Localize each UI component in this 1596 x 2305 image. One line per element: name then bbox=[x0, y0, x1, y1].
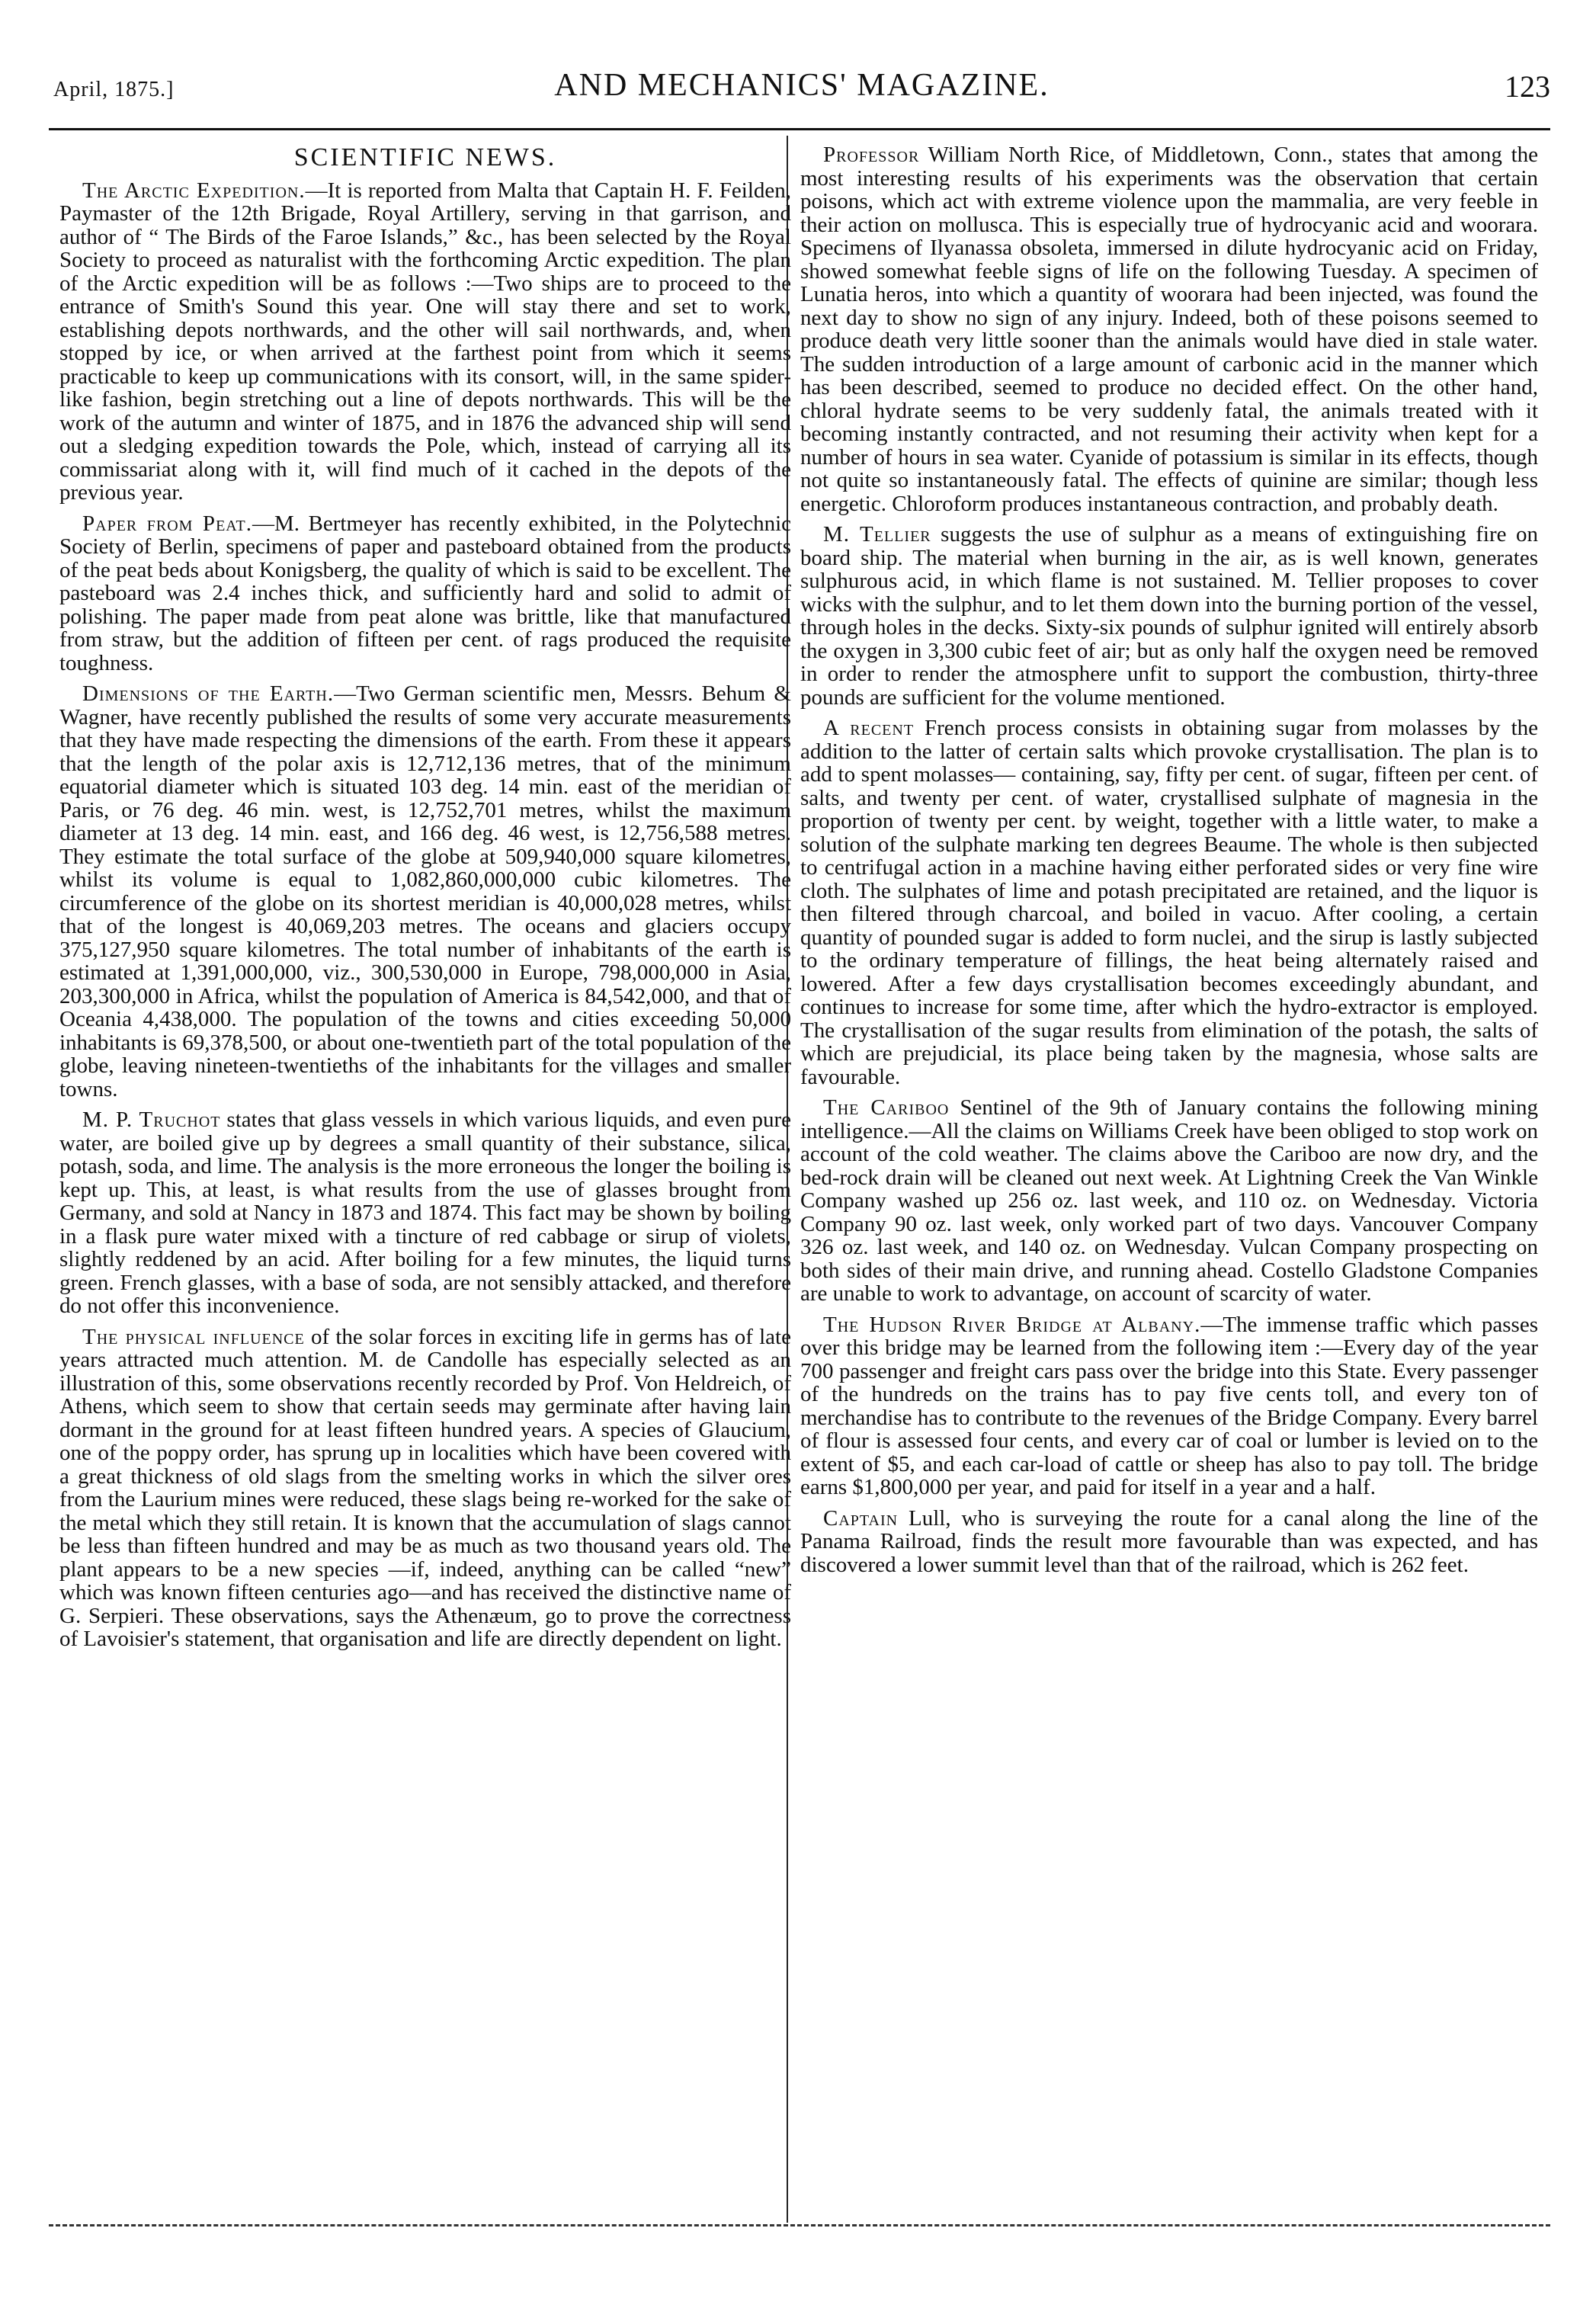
article-text: Sentinel of the 9th of January contains the following mining intelligence.—All the claims on Williams Creek have been obliged to stop work on account of the cold weather. The claims above the Cariboo are now dry, and the bed-rock drain will be cleaned out next week. At Lightning Creek the Van Winkle Company washed up 256 oz. last week, and 110 oz. on Wednesday. Victoria Company 90 oz. last week, only worked part of two days. Vancouver Company 326 oz. last week, and 140 oz. on Wednesday. Vulcan Company prospecting on both sides of their main drive, and running ahead. Costello Gladstone Companies are unable to work to advantage, on account of scarcity of water. bbox=[800, 1095, 1538, 1306]
right-column bbox=[800, 143, 1538, 2217]
article bbox=[800, 1096, 1538, 1306]
header-rule bbox=[49, 128, 1550, 130]
page-number: 123 bbox=[1505, 69, 1550, 104]
footer-rule bbox=[49, 2224, 1550, 2226]
article-text: —Two German scientific men, Messrs. Behum & Wagner, have recently published the results of some very accurate measurements that they have made respecting the dimensions of the earth. From these it appears that the length of the polar axis is 12,712,136 metres, that of the minimum equatorial diameter which is situated 103 deg. 14 min. east of the meridian of Paris, or 76 deg. 46 min. west, is 12,752,701 metres, whilst the maximum diameter at 13 deg. 14 min. east, and 166 deg. 46 west, is 12,756,588 metres. They estimate the total surface of the globe at 509,940,000 square kilometres, whilst its volume is equal to 1,082,860,000,000 cubic kilometres. The circumference of the globe on its shortest meridian is 40,000,028 metres, whilst that of the longest is 40,069,203 metres. The oceans and glaciers occupy 375,127,950 square kilometres. The total number of inhabitants of the earth is estimated at 1,391,000,000, viz., 300,530,000 in Europe, 798,000,000 in Asia, 203,300,000 in Africa, whilst the population of America is 84,542,000, and that of Oceania 4,438,000. The population of the towns and cities exceeding 50,000 inhabitants is 69,378,500, or about one-twentieth part of the total population of the globe, leaving nineteen-twentieths of the inhabitants for the villages and smaller towns. bbox=[59, 681, 791, 1101]
article bbox=[800, 1507, 1538, 1577]
article bbox=[800, 523, 1538, 709]
article bbox=[59, 1326, 791, 1651]
article bbox=[800, 717, 1538, 1088]
article bbox=[59, 682, 791, 1101]
article-lead: The Cariboo bbox=[823, 1095, 950, 1120]
article-text: states that glass vessels in which various liquids, and even pure water, are boiled give up by degrees a small quantity of their substance, silica, potash, soda, and lime. The analysis is the more erroneous the longer the boiling is kept up. This, at least, is what results from the use of glasses brought from Germany, and sold at Nancy in 1873 and 1874. This fact may be shown by boiling in a flask pure water mixed with a tincture of red cabbage or sirup of violets, slightly reddened by an acid. After boiling for a few minutes, the liquid turns green. French glasses, with a base of soda, are not sensibly attacked, and therefore do not offer this inconvenience. bbox=[59, 1108, 791, 1318]
article-text: suggests the use of sulphur as a means of extinguishing fire on board ship. The material when burning in the air, as is well known, generates sulphurous acid, in which flame is not sustained. M. Tellier proposes to cover wicks with the sulphur, and to let them down into the burning portion of the vessel, through holes in the decks. Sixty-six pounds of sulphur ignited will entirely absorb the oxygen in 3,300 cubic feet of air; but as only half the oxygen need be removed in order to render the atmosphere unfit to support the combustion, thirty-three pounds are sufficient for the volume mentioned. bbox=[800, 522, 1538, 710]
article-text: —M. Bertmeyer has recently exhibited, in the Polytechnic Society of Berlin, specimens of paper and pasteboard obtained from the products of the peat beds about Konigsberg, the quality of which is said to be excellent. The pasteboard was 2.4 inches thick, and sufficiently hard and solid to admit of polishing. The paper made from peat alone was brittle, like that manufactured from straw, but the addition of fifteen per cent. of rags produced the requisite toughness. bbox=[59, 511, 791, 675]
article-lead: The Arctic Expedition. bbox=[82, 178, 306, 203]
article-text: French process consists in obtaining sugar from molasses by the addition to the latter of certain salts which provoke crystallisation. The plan is to add to spent molasses— containing, say, fifty per cent. of sugar, fifteen per cent. of salts, and twenty per cent. of water, crystallised sulphate of magnesia in the proportion of twenty per cent. by weight, together with a little water, to make a solution of the sulphate marking ten degrees Beaume. The whole is then subjected to centrifugal action in a machine having either perforated sides or very fine wire cloth. The sulphates of lime and potash precipitated are retained, and the liquor is then filtered through charcoal, and boiled in vacuo. After cooling, a certain quantity of pounded sugar is added to form nuclei, and the sirup is lastly subjected to the ordinary temperature of fillings, the heat being alternately raised and lowered. After a few days crystallisation becomes exceedingly abundant, and continues to increase for some time, after which the hydro-extractor is employed. The crystallisation of the sugar results from elimination of the potash, the salts of which are prejudicial, its place being taken by the magnesia, whose salts are favourable. bbox=[800, 716, 1538, 1089]
article-text: of the solar forces in exciting life in germs has of late years attracted much attention. M. de Candolle has especially selected as an illustration of this, some observations recently recorded by Prof. Von Heldreich, of Athens, which seem to show that certain seeds may germinate after having lain dormant in the ground for at least fifteen hundred years. A species of Glaucium, one of the poppy order, has sprung up in localities which have been covered with a great thickness of old slags from the smelting works in which the silver ores from the Laurium mines were reduced, these slags being re-worked for the sake of the metal which they still retain. It is known that the accumulation of slags cannot be less than fifteen hundred and may be as much as two thousand years old. The plant appears to be a new species —if, indeed, anything can be called “new” which was known fifteen centuries ago—and has received the distinctive name of G. Serpieri. These observations, says the Athenæum, go to prove the correctness of Lavoisier's statement, that organisation and life are directly dependent on light. bbox=[59, 1324, 791, 1651]
article-lead: M. P. Truchot bbox=[82, 1108, 221, 1132]
left-column bbox=[59, 143, 791, 2217]
article-lead: The physical influence bbox=[82, 1324, 305, 1349]
article-lead: The Hudson River Bridge at Albany. bbox=[823, 1312, 1201, 1337]
page-header bbox=[53, 67, 1550, 113]
article-text: —The immense traffic which passes over this bridge may be learned from the following item :—Every day of the year 700 passenger and freight cars pass over the bridge into this State. Every passenger of the hundreds on the trains has to pay five cents toll, and every ton of merchandise has to contribute to the revenues of the Bridge Company. Every barrel of flour is assessed four cents, and every car of coal or lumber is levied on to the extent of $5, and each car-load of cattle or sheep has also to pay toll. The bridge earns $1,800,000 per year, and paid for itself in a year and a half. bbox=[800, 1312, 1538, 1499]
article-lead: Captain bbox=[823, 1505, 899, 1531]
article-text: William North Rice, of Middletown, Conn., states that among the most interesting results of his experiments was the observation that certain poisons, which act with extreme violence upon the mammalia, are very feeble in their action on mollusca. This is especially true of hydrocyanic acid and woorara. Specimens of Ilyanassa obsoleta, immersed in dilute hydrocyanic acid on Friday, showed somewhat feeble signs of life on the following Tuesday. A specimen of Lunatia heros, into which a quantity of woorara had been injected, was found the next day to show no sign of any injury. Indeed, both of these poisons seemed to produce death very little sooner than the animals would have died in stale water. The sudden introduction of a large amount of carbonic acid in the manner which has been described, seemed to produce no decided effect. On the other hand, chloral hydrate seems to be very suddenly fatal, the animals treated with it becoming instantly contracted, and not resuming their activity when kept for a number of hours in sea water. Cyanide of potassium is similar in its effects, though not quite so instantaneously fatal. The effects of quinine are similar; though less energetic. Chloroform produces instantaneous contraction, and probably death. bbox=[800, 143, 1538, 516]
article bbox=[59, 1108, 791, 1318]
article-text: —It is reported from Malta that Captain H. F. Feilden, Paymaster of the 12th Brigade, Royal Artillery, serving in that garrison, and author of “ The Birds of the Faroe Islands,” &c., has been selected by the Royal Society to proceed as naturalist with the forthcoming Arctic expedition. The plan of the Arctic expedition will be as follows :—Two ships are to proceed to the entrance of Smith's Sound this year. One will stay there and set to work, establishing depots northwards, and the other will sail northwards, and, when stopped by ice, or when arrived at the farthest point from which it seems practicable to keep up communications with its consort, will, in the same spider-like fashion, begin stretching out a line of depots northwards. This will be the work of the autumn and winter of 1875, and in 1876 the advanced ship will send out a sledging expedition towards the Pole, which, instead of carrying all its commissariat along with it, will find much of it cached in the depots of the previous year. bbox=[59, 178, 791, 505]
issue-date: April, 1875.] bbox=[53, 78, 175, 101]
article bbox=[800, 1313, 1538, 1499]
article-lead: A recent bbox=[823, 716, 915, 740]
article-lead: Paper from Peat. bbox=[82, 511, 252, 536]
section-title: SCIENTIFIC NEWS. bbox=[293, 143, 557, 172]
article bbox=[800, 143, 1538, 515]
article-lead: Professor bbox=[823, 143, 920, 167]
article bbox=[59, 179, 791, 505]
article bbox=[59, 512, 791, 675]
article-text: Lull, who is surveying the route for a canal along the line of the Panama Railroad, finds the result more favourable than was expected, and has discovered a lower summit level than that of the railroad, which is 262 feet. bbox=[800, 1505, 1538, 1577]
magazine-title: AND MECHANICS' MAGAZINE. bbox=[554, 68, 1050, 103]
article-lead: Dimensions of the Earth. bbox=[82, 681, 335, 706]
article-lead: M. Tellier bbox=[823, 522, 931, 547]
